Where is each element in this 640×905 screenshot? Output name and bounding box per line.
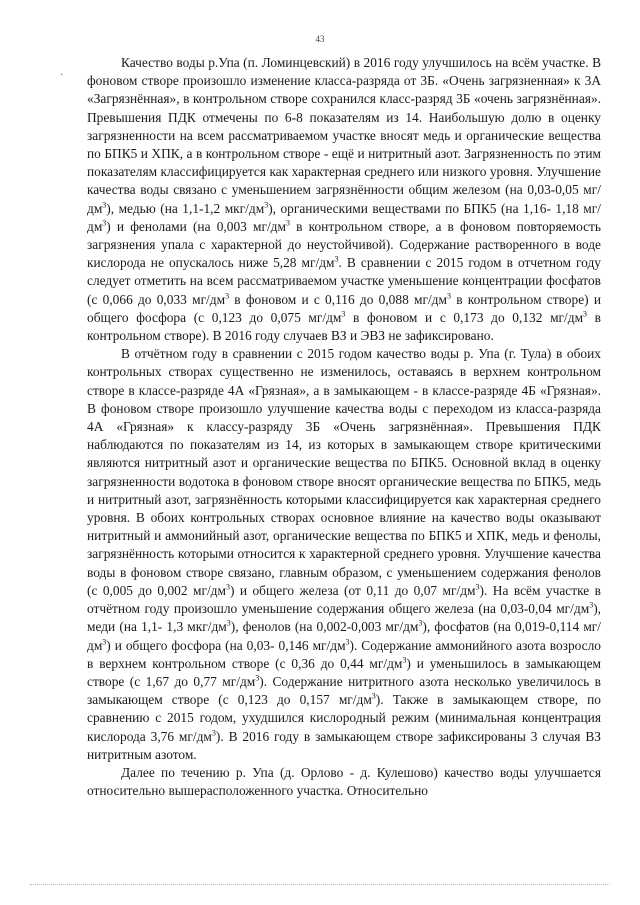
text-run: Далее по течению р. Упа (д. Орлово - д. Кулешово) качество воды улучшается относительно вышерасположенного участка. Относительно (87, 764, 601, 799)
text-run: в фоновом и с 0,173 до 0,132 мг/дм (345, 309, 584, 325)
superscript: 3 (583, 309, 588, 319)
superscript: 3 (345, 637, 350, 647)
superscript: 3 (285, 218, 290, 228)
superscript: 3 (226, 618, 231, 628)
text-run: ). Также в замыкающем створе, по сравнению с 2015 годом, ухудшился кислородный режим (минимальная концентрация кислорода 3,76 мг/дм (87, 692, 601, 744)
text-run: ) и общего железа (от 0,11 до 0,07 мг/дм (229, 582, 476, 598)
text-run: в фоновом и с 0,116 до 0,088 мг/дм (229, 291, 447, 307)
text-run: В отчётном году в сравнении с 2015 годом качество воды р. Упа (г. Тула) в обоих контрольных створах существенно не изменилось, оставаясь в верхнем контрольном створе в классе-разряде 4А «Грязная», а в замыкающем - в классе-разряде 4Б «Грязная». В фоновом створе произошло улучшение качества воды с переходом из класса-разряда 4А «Грязная» к классу-разряду 3Б «Очень загрязнённая». Превышения ПДК наблюдаются по показателям из 14, из которых в замыкающем створе критическими являются нитритный азот и органические вещества по БПК5. Основной вклад в оценку загрязненности водотока в фоновом створе вносят органические вещества по БПК5, медь и нитритный азот, загрязнённость которыми классифицируется как характерная среднего уровня. В обоих контрольных створах основное влияние на качество воды оказывают нитритный и аммонийный азот, органические вещества по БПК5 и ХПК, медь и фенолы, загрязнённость которыми относится к характерной среднего уровня. Улучшение качества воды в фоновом створе связано, главным образом, с уменьшением содержания фенолов (с 0,005 до 0,002 мг/дм (87, 346, 601, 598)
text-run: в контрольном створе) и общего фосфора (с 0,123 до 0,075 мг/дм (87, 291, 601, 325)
superscript: 3 (264, 200, 269, 210)
superscript: 3 (225, 291, 230, 301)
paragraph (87, 764, 601, 800)
text-run: ), медью (на 1,1-1,2 мкг/дм (106, 200, 265, 216)
superscript: 3 (102, 637, 107, 647)
text-run: Качество воды р.Упа (п. Ломинцевский) в 2016 году улучшилось на всём участке. В фоновом створе произошло изменение класса-разряда от 3Б. «Очень загрязненная» к 3А «Загрязнённая», в контрольном створе сохранился класс-разряд 3Б «очень загрязнённая». Превышения ПДК отмечены по 6-8 показателям из 14. Наибольшую долю в оценку загрязненности на всем рассматриваемом участке вносят медь и органические вещества по БПК5 и ХПК, а в контрольном створе - ещё и нитритный азот. Загрязненность по этим показателям классифицируется как характерная среднего или низкого уровня. Улучшение качества воды связано с уменьшением загрязнённости общим железом (на 0,03-0,05 мг/дм (87, 55, 601, 216)
text-run: в контрольном створе). В 2016 году случаев ВЗ и ЭВЗ не зафиксировано. (87, 309, 602, 344)
text-run: в контрольном створе, а в фоновом повторяемость загрязнения упала с характерной до неустойчивой). Содержание растворенного в воде кислорода не опускалось ниже 5,28 мг/дм (87, 218, 601, 271)
superscript: 3 (341, 309, 346, 319)
superscript: 3 (418, 618, 423, 628)
text-run: ). В 2016 году в замыкающем створе зафиксированы 3 случая ВЗ нитритным азотом. (87, 728, 601, 762)
page-number: 43 (315, 34, 325, 44)
superscript: 3 (102, 218, 107, 228)
superscript: 3 (371, 691, 376, 701)
margin-mark: · (60, 70, 64, 81)
superscript: 3 (402, 655, 407, 665)
text-run: ). На всём участке в отчётном году произошло уменьшение содержания общего железа (на 0,03-0,04 мг/дм (87, 582, 601, 617)
paragraph (87, 54, 601, 345)
text-run: . В сравнении с 2015 годом в отчетном году следует отметить на всем рассматриваемом участке уменьшение концентрации фосфатов (с 0,066 до 0,033 мг/дм (87, 255, 601, 307)
superscript: 3 (446, 291, 451, 301)
superscript: 3 (225, 582, 230, 592)
bottom-rule (30, 884, 610, 885)
text-run: ). Содержание аммонийного азота возросло в верхнем контрольном створе (с 0,36 до 0,44 мг/дм (87, 637, 601, 671)
text-run: ) и уменьшилось в замыкающем створе (с 1,67 до 0,77 мг/дм (87, 655, 601, 689)
superscript: 3 (334, 254, 339, 264)
text-run: ), меди (на 1,1- 1,3 мкг/дм (87, 601, 601, 635)
text-run: ), фосфатов (на 0,019-0,114 мг/дм (87, 619, 602, 653)
superscript: 3 (102, 200, 107, 210)
text-run: ), фенолов (на 0,002-0,003 мг/дм (230, 619, 419, 635)
text-run: ). Содержание нитритного азота несколько увеличилось в замыкающем створе (с 0,123 до 0,157 мг/дм (87, 673, 601, 708)
paragraph (87, 345, 601, 764)
document-body (87, 54, 601, 800)
text-run: ), органическими веществами по БПК5 (на 1,16- 1,18 мг/дм (87, 200, 601, 234)
superscript: 3 (475, 582, 480, 592)
text-run: ) и фенолами (на 0,003 мг/дм (106, 218, 286, 234)
superscript: 3 (211, 728, 216, 738)
text-run: ) и общего фосфора (на 0,03- 0,146 мг/дм (106, 637, 346, 653)
superscript: 3 (255, 673, 260, 683)
superscript: 3 (589, 600, 594, 610)
